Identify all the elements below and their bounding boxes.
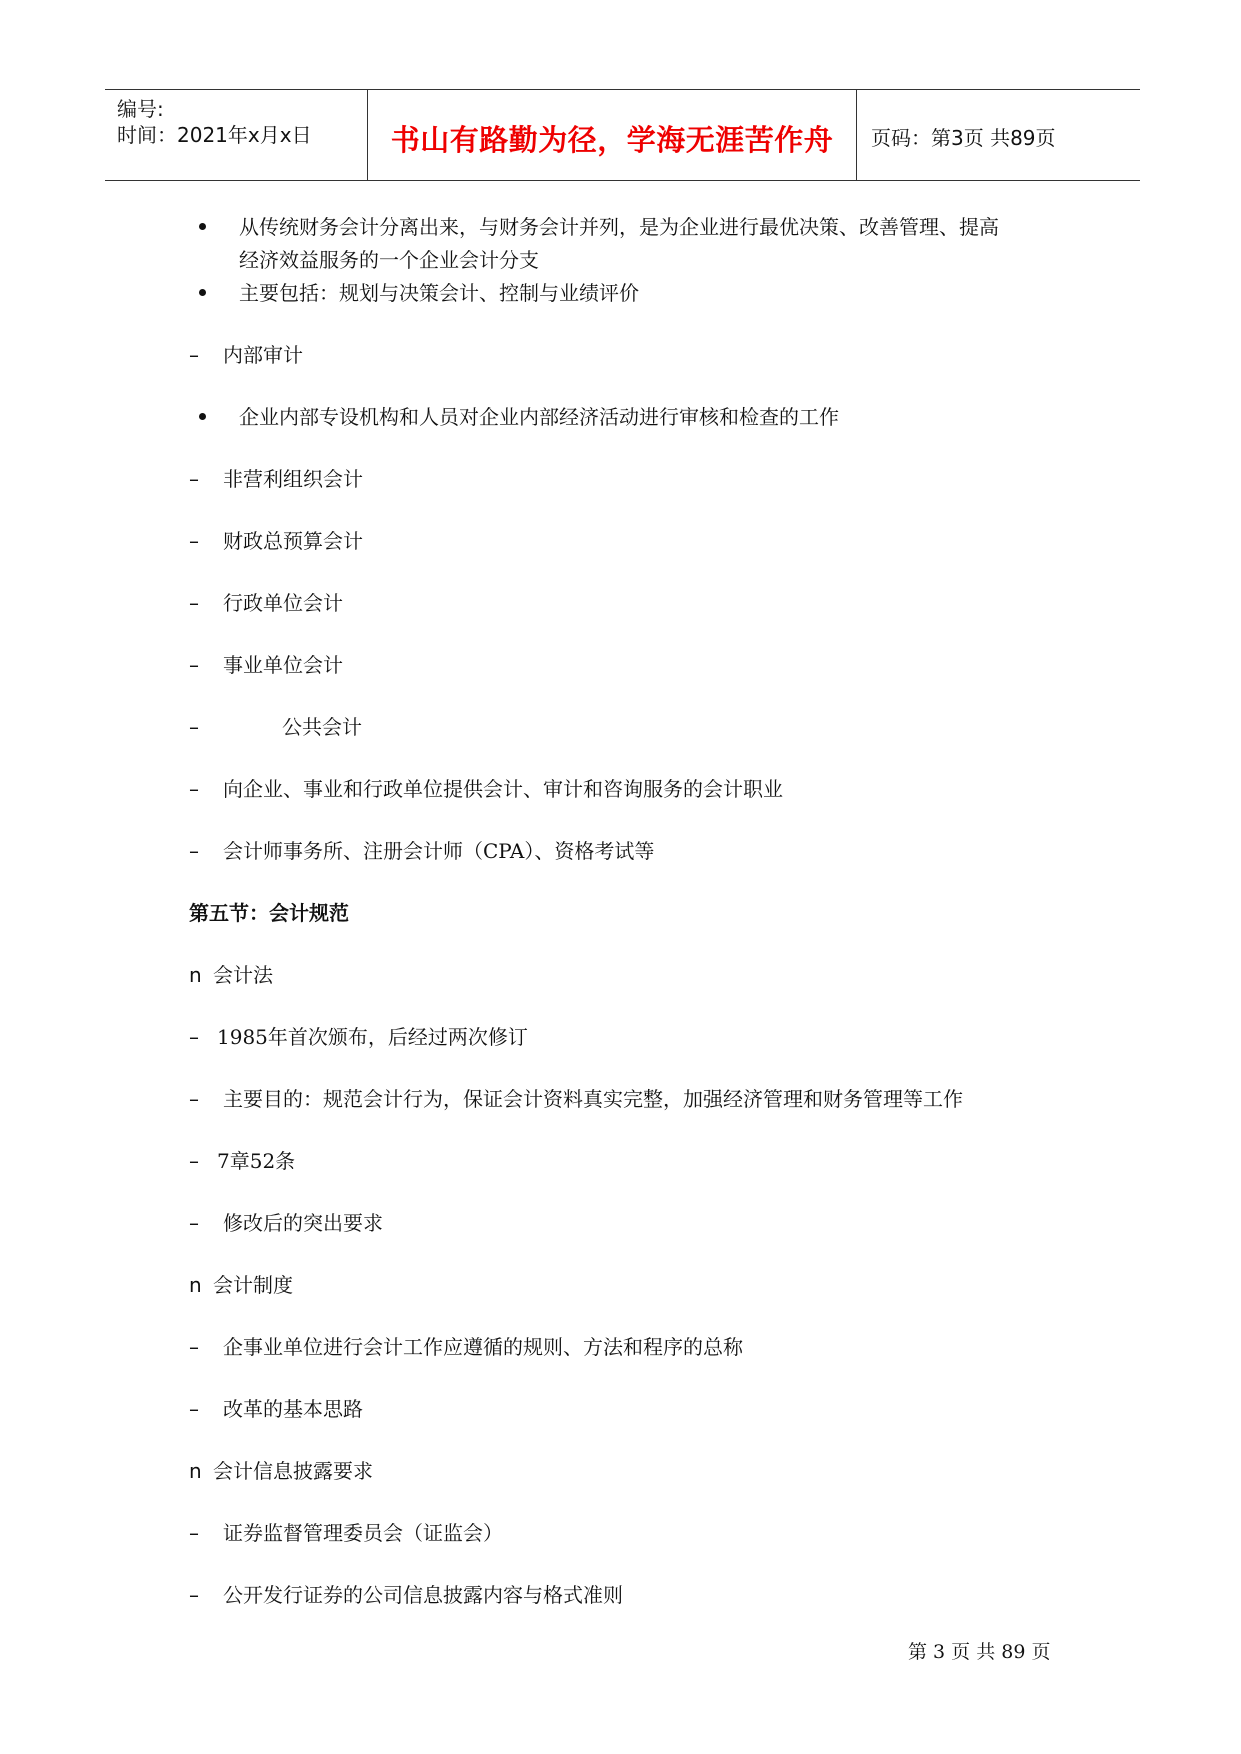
- bullet-marker: [199, 223, 206, 230]
- n-marker: n: [189, 1459, 202, 1483]
- dash-item: 公共会计: [282, 715, 362, 739]
- subsection-heading: 会计信息披露要求: [213, 1459, 373, 1483]
- bullet-marker: [199, 413, 206, 420]
- header-date-label: 时间：2021年x月x日: [117, 123, 312, 147]
- bullet-text: 企业内部专设机构和人员对企业内部经济活动进行审核和检查的工作: [239, 405, 839, 429]
- n-marker: n: [189, 1273, 202, 1297]
- dash-item: 1985年首次颁布，后经过两次修订: [217, 1025, 528, 1049]
- header-number-label: 编号:: [117, 97, 164, 121]
- dash-marker: –: [189, 777, 199, 801]
- bullet-marker: [199, 289, 206, 296]
- dash-item: 企事业单位进行会计工作应遵循的规则、方法和程序的总称: [223, 1335, 743, 1359]
- dash-item: 财政总预算会计: [223, 529, 363, 553]
- dash-marker: –: [189, 1211, 199, 1235]
- dash-marker: –: [189, 715, 199, 739]
- subsection-heading: 会计法: [213, 963, 273, 987]
- header-left-cell: [105, 90, 368, 180]
- header-middle-cell: [368, 90, 857, 180]
- dash-item: 行政单位会计: [223, 591, 343, 615]
- dash-item: 事业单位会计: [223, 653, 343, 677]
- dash-marker: –: [189, 343, 199, 367]
- dash-marker: –: [189, 1397, 199, 1421]
- dash-marker: –: [189, 529, 199, 553]
- dash-item: 内部审计: [223, 343, 303, 367]
- dash-marker: –: [189, 1149, 199, 1173]
- header-page-label: 页码：第3页 共89页: [871, 126, 1056, 150]
- dash-item: 会计师事务所、注册会计师（CPA）、资格考试等: [223, 839, 655, 863]
- dash-item: 证券监督管理委员会（证监会）: [223, 1521, 503, 1545]
- subsection-heading: 会计制度: [213, 1273, 293, 1297]
- bullet-text: 从传统财务会计分离出来，与财务会计并列，是为企业进行最优决策、改善管理、提高: [239, 215, 999, 239]
- dash-marker: –: [189, 1335, 199, 1359]
- dash-marker: –: [189, 1521, 199, 1545]
- page-footer: 第 3 页 共 89 页: [908, 1641, 1051, 1663]
- dash-item: 非营利组织会计: [223, 467, 363, 491]
- dash-marker: –: [189, 1025, 199, 1049]
- header-motto: 书山有路勤为径，学海无涯苦作舟: [390, 123, 834, 157]
- page-header: [105, 89, 1140, 181]
- dash-item: 公开发行证券的公司信息披露内容与格式准则: [223, 1583, 623, 1607]
- dash-item: 7章52条: [217, 1149, 296, 1173]
- dash-marker: –: [189, 1583, 199, 1607]
- dash-item: 改革的基本思路: [223, 1397, 363, 1421]
- dash-marker: –: [189, 653, 199, 677]
- bullet-text: 主要包括：规划与决策会计、控制与业绩评价: [239, 281, 639, 305]
- bullet-text-continued: 经济效益服务的一个企业会计分支: [239, 248, 539, 272]
- dash-marker: –: [189, 1087, 199, 1111]
- dash-marker: –: [189, 467, 199, 491]
- section-title: 第五节：会计规范: [189, 901, 349, 925]
- dash-item: 主要目的：规范会计行为，保证会计资料真实完整，加强经济管理和财务管理等工作: [223, 1087, 963, 1111]
- n-marker: n: [189, 963, 202, 987]
- dash-marker: –: [189, 591, 199, 615]
- dash-item: 向企业、事业和行政单位提供会计、审计和咨询服务的会计职业: [223, 777, 783, 801]
- dash-item: 修改后的突出要求: [223, 1211, 383, 1235]
- dash-marker: –: [189, 839, 199, 863]
- header-right-cell: [857, 90, 1140, 180]
